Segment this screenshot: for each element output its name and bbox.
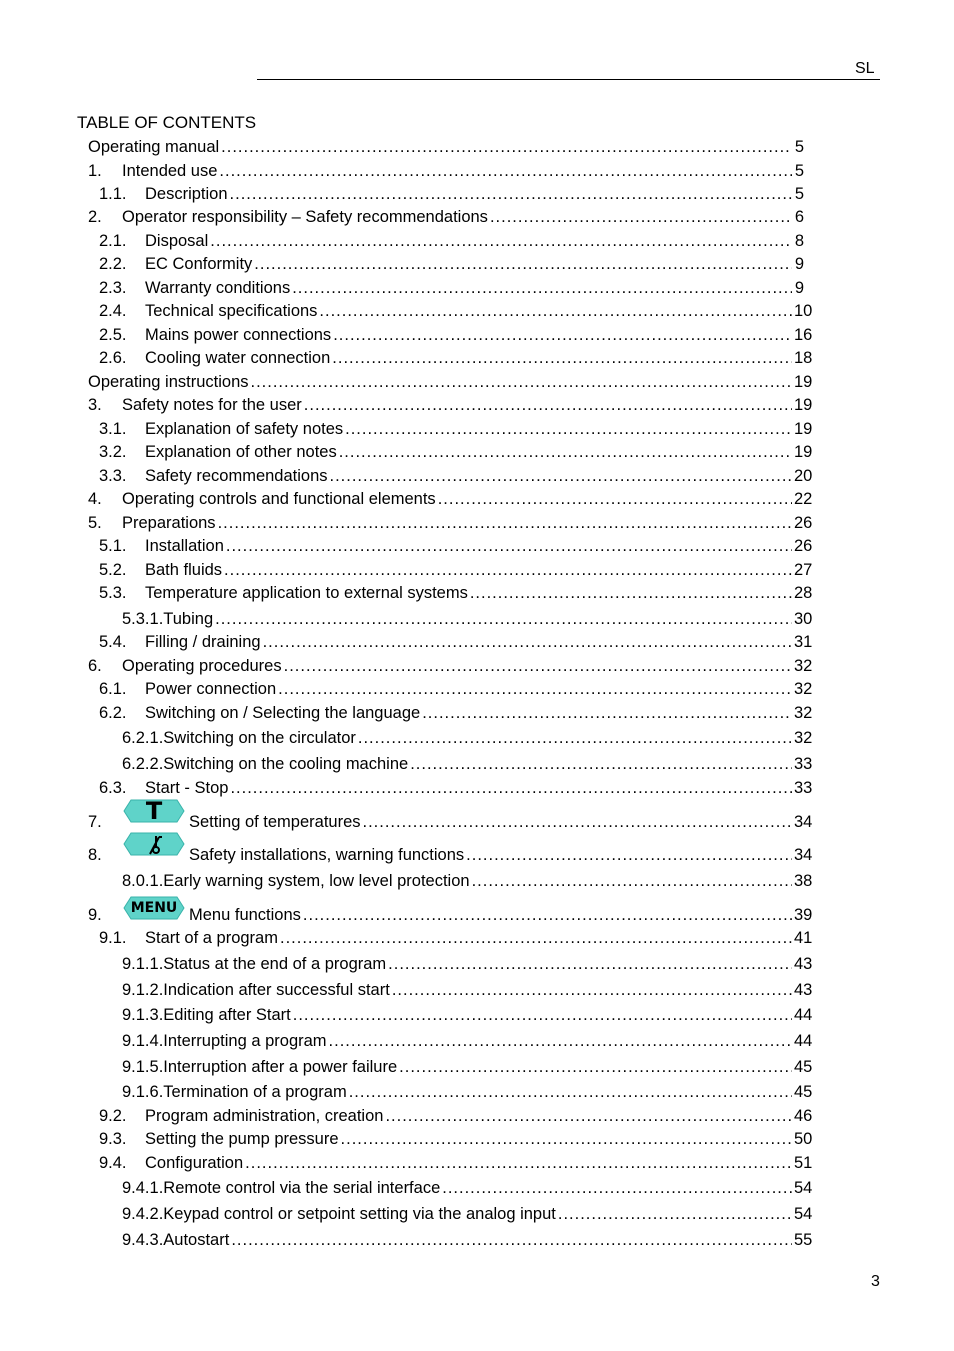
toc-entry-page: 45 xyxy=(794,1058,813,1076)
toc-entry[interactable] xyxy=(0,1177,954,1199)
toc-entry-label: Power connection xyxy=(145,680,277,698)
toc-entry-label: 8.0.1.Early warning system, low level protection xyxy=(122,872,470,890)
toc-entry-label: Installation xyxy=(145,537,224,555)
toc-entry[interactable] xyxy=(0,512,954,534)
toc-entry[interactable] xyxy=(0,488,954,510)
toc-entry-page: 5 xyxy=(794,162,804,180)
toc-entry[interactable] xyxy=(0,324,954,346)
toc-entry-page: 22 xyxy=(794,490,813,508)
toc-entry-page: 39 xyxy=(794,906,813,924)
toc-entry-label: 9.1.1.Status at the end of a program xyxy=(122,955,387,973)
leader-dots xyxy=(438,488,792,510)
toc-entry-label: 9.1.4.Interrupting a program xyxy=(122,1032,327,1050)
toc-entry-label: Explanation of other notes xyxy=(145,443,337,461)
leader-dots xyxy=(224,559,792,581)
toc-entry-label: Filling / draining xyxy=(145,633,261,651)
toc-entry-label: 9.1.5.Interruption after a power failure xyxy=(122,1058,398,1076)
toc-entry-page: 5 xyxy=(794,185,804,203)
toc-entry[interactable] xyxy=(0,753,954,775)
toc-entry[interactable] xyxy=(0,927,954,949)
toc-entry-number: 6.3. xyxy=(99,779,127,797)
toc-entry-number: 2.2. xyxy=(99,255,127,273)
leader-dots xyxy=(341,1128,792,1150)
toc-entry[interactable] xyxy=(0,582,954,604)
leader-dots xyxy=(490,206,792,228)
toc-entry-number: 2.3. xyxy=(99,279,127,297)
toc-entry-label: Operating controls and functional elements xyxy=(122,490,436,508)
toc-entry-number: 2.6. xyxy=(99,349,127,367)
toc-entry[interactable] xyxy=(0,183,954,205)
leader-dots xyxy=(304,394,792,416)
toc-entry-label: Operator responsibility – Safety recommendations xyxy=(122,208,488,226)
toc-entry-label: Intended use xyxy=(122,162,218,180)
leader-dots xyxy=(339,441,792,463)
toc-entry[interactable] xyxy=(0,441,954,463)
toc-entry-page: 6 xyxy=(794,208,804,226)
toc-entry-page: 33 xyxy=(794,779,813,797)
toc-entry[interactable] xyxy=(0,1105,954,1127)
toc-entry-page: 19 xyxy=(794,420,813,438)
leader-dots xyxy=(245,1152,792,1174)
toc-entry-label: Setting the pump pressure xyxy=(145,1130,339,1148)
leader-dots xyxy=(466,844,792,866)
toc-entry-page: 44 xyxy=(794,1006,813,1024)
leader-dots xyxy=(231,1229,792,1251)
toc-entry-page: 26 xyxy=(794,537,813,555)
toc-entry-page: 31 xyxy=(794,633,813,651)
toc-entry[interactable] xyxy=(0,979,954,1001)
toc-entry-number: 5.4. xyxy=(99,633,127,651)
toc-entry[interactable] xyxy=(0,371,954,393)
toc-entry-page: 43 xyxy=(794,981,813,999)
toc-entry[interactable] xyxy=(0,277,954,299)
toc-entry-number: 9.1. xyxy=(99,929,127,947)
toc-entry-label: Technical specifications xyxy=(145,302,318,320)
leader-dots xyxy=(388,953,792,975)
leader-dots xyxy=(363,811,792,833)
toc-entry-page: 34 xyxy=(794,813,813,831)
leader-dots xyxy=(422,702,792,724)
toc-entry-label: 9.4.2.Keypad control or setpoint setting via the analog input xyxy=(122,1205,556,1223)
toc-entry-number: 3.2. xyxy=(99,443,127,461)
toc-entry-label: Operating manual xyxy=(88,138,220,156)
toc-entry-number: 9. xyxy=(88,906,102,924)
toc-entry-label: Program administration, creation xyxy=(145,1107,384,1125)
menu-key-icon xyxy=(123,896,185,920)
toc-entry-label: Menu functions xyxy=(189,906,301,924)
leader-dots xyxy=(442,1177,792,1199)
toc-entry-number: 2.5. xyxy=(99,326,127,344)
toc-entry-page: 50 xyxy=(794,1130,813,1148)
toc-entry[interactable] xyxy=(0,136,954,158)
toc-entry-page: 9 xyxy=(794,255,804,273)
toc-entry-label: Safety notes for the user xyxy=(122,396,302,414)
badge-text: MENU xyxy=(130,900,178,916)
temperature-t-icon xyxy=(123,799,185,823)
leader-dots xyxy=(332,347,792,369)
toc-entry-label: Setting of temperatures xyxy=(189,813,361,831)
toc-entry-label: EC Conformity xyxy=(145,255,253,273)
leader-dots xyxy=(333,324,792,346)
toc-entry-label: 9.4.3.Autostart xyxy=(122,1231,230,1249)
toc-entry-page: 43 xyxy=(794,955,813,973)
toc-entry[interactable] xyxy=(0,559,954,581)
toc-entry-label: Mains power connections xyxy=(145,326,332,344)
toc-entry[interactable] xyxy=(0,1004,954,1026)
badge-text: T xyxy=(145,797,163,825)
toc-entry[interactable] xyxy=(0,727,954,749)
toc-entry-label: 5.3.1.Tubing xyxy=(122,610,214,628)
toc-entry-number: 5.1. xyxy=(99,537,127,555)
toc-entry-page: 51 xyxy=(794,1154,813,1172)
toc-entry[interactable] xyxy=(0,678,954,700)
leader-dots xyxy=(210,230,792,252)
leader-dots xyxy=(219,160,792,182)
toc-entry-page: 38 xyxy=(794,872,813,890)
toc-entry[interactable] xyxy=(0,631,954,653)
toc-entry[interactable] xyxy=(0,655,954,677)
toc-entry-number: 3. xyxy=(88,396,102,414)
toc-entry-label: Safety recommendations xyxy=(145,467,328,485)
toc-entry[interactable] xyxy=(0,418,954,440)
toc-entry-label: 6.2.1.Switching on the circulator xyxy=(122,729,356,747)
toc-entry-number: 6. xyxy=(88,657,102,675)
toc-entry-page: 44 xyxy=(794,1032,813,1050)
toc-entry-number: 3.3. xyxy=(99,467,127,485)
leader-dots xyxy=(349,1081,792,1103)
leader-dots xyxy=(470,582,792,604)
toc-entry-label: Switching on / Selecting the language xyxy=(145,704,421,722)
toc-entry-label: Cooling water connection xyxy=(145,349,331,367)
leader-dots xyxy=(221,136,792,158)
toc-entry-page: 45 xyxy=(794,1083,813,1101)
toc-entry[interactable] xyxy=(0,870,954,892)
toc-entry-label: Temperature application to external systems xyxy=(145,584,468,602)
toc-entry[interactable] xyxy=(0,300,954,322)
toc-entry-number: 5.2. xyxy=(99,561,127,579)
toc-entry-label: Start - Stop xyxy=(145,779,229,797)
toc-entry[interactable] xyxy=(0,608,954,630)
leader-dots xyxy=(329,1030,792,1052)
leader-dots xyxy=(392,979,792,1001)
toc-entry[interactable] xyxy=(0,206,954,228)
leader-dots xyxy=(345,418,792,440)
leader-dots xyxy=(254,253,792,275)
toc-entry[interactable] xyxy=(0,1056,954,1078)
toc-entry-page: 30 xyxy=(794,610,813,628)
leader-dots xyxy=(230,777,792,799)
toc-entry[interactable] xyxy=(0,394,954,416)
toc-entry-label: Start of a program xyxy=(145,929,278,947)
toc-entry[interactable] xyxy=(0,797,954,833)
leader-dots xyxy=(303,904,792,926)
toc-entry[interactable] xyxy=(0,1081,954,1103)
leader-dots xyxy=(263,631,792,653)
toc-entry[interactable] xyxy=(0,253,954,275)
leader-dots xyxy=(218,512,792,534)
leader-dots xyxy=(293,1004,792,1026)
leader-dots xyxy=(558,1203,792,1225)
toc-entry-label: Operating procedures xyxy=(122,657,282,675)
toc-entry[interactable] xyxy=(0,465,954,487)
toc-entry-page: 34 xyxy=(794,846,813,864)
leader-dots xyxy=(215,608,792,630)
toc-entry-number: 5. xyxy=(88,514,102,532)
toc-entry[interactable] xyxy=(0,347,954,369)
toc-entry-label: Warranty conditions xyxy=(145,279,291,297)
leader-dots xyxy=(410,753,792,775)
toc-entry-label: Safety installations, warning functions xyxy=(189,846,465,864)
toc-entry-page: 26 xyxy=(794,514,813,532)
toc-entry[interactable] xyxy=(0,844,954,866)
toc-entry-number: 9.2. xyxy=(99,1107,127,1125)
toc-entry-number: 2.1. xyxy=(99,232,127,250)
toc-entry-page: 16 xyxy=(794,326,813,344)
toc-entry[interactable] xyxy=(0,702,954,724)
toc-entry-number: 2.4. xyxy=(99,302,127,320)
toc-entry[interactable] xyxy=(0,953,954,975)
toc-entry-page: 55 xyxy=(794,1231,813,1249)
toc-entry-number: 3.1. xyxy=(99,420,127,438)
leader-dots xyxy=(230,183,792,205)
leader-dots xyxy=(278,678,792,700)
toc-entry-page: 33 xyxy=(794,755,813,773)
header-rule xyxy=(257,79,880,80)
toc-entry-number: 8. xyxy=(88,846,102,864)
toc-entry-page: 41 xyxy=(794,929,813,947)
toc-entry-page: 5 xyxy=(794,138,804,156)
page-number: 3 xyxy=(871,1273,880,1290)
toc-entry-page: 19 xyxy=(794,396,813,414)
toc-entry-number: 9.3. xyxy=(99,1130,127,1148)
toc-entry[interactable] xyxy=(0,777,954,799)
toc-entry-label: Preparations xyxy=(122,514,216,532)
toc-entry-label: Explanation of safety notes xyxy=(145,420,344,438)
leader-dots xyxy=(292,277,792,299)
toc-entry-page: 27 xyxy=(794,561,813,579)
toc-title: TABLE OF CONTENTS xyxy=(77,113,257,132)
toc-entry-label: 9.1.2.Indication after successful start xyxy=(122,981,390,999)
toc-entry-page: 54 xyxy=(794,1179,813,1197)
leader-dots xyxy=(226,535,792,557)
toc-entry-page: 32 xyxy=(794,657,813,675)
toc-entry-label: Operating instructions xyxy=(88,373,249,391)
toc-entry-number: 6.1. xyxy=(99,680,127,698)
toc-entry[interactable] xyxy=(0,900,954,926)
toc-entry[interactable] xyxy=(0,535,954,557)
leader-dots xyxy=(280,927,792,949)
toc-entry-number: 2. xyxy=(88,208,102,226)
toc-entry[interactable] xyxy=(0,230,954,252)
toc-entry[interactable] xyxy=(0,1203,954,1225)
toc-entry-page: 32 xyxy=(794,704,813,722)
toc-entry-label: Bath fluids xyxy=(145,561,223,579)
toc-entry-label: 9.1.6.Termination of a program xyxy=(122,1083,347,1101)
leader-dots xyxy=(358,727,792,749)
toc-entry-label: 9.1.3.Editing after Start xyxy=(122,1006,291,1024)
toc-entry-page: 32 xyxy=(794,729,813,747)
leader-dots xyxy=(399,1056,792,1078)
toc-entry[interactable] xyxy=(0,1229,954,1251)
toc-entry-label: 9.4.1.Remote control via the serial interface xyxy=(122,1179,441,1197)
toc-entry-number: 1. xyxy=(88,162,102,180)
leader-dots xyxy=(319,300,792,322)
toc-entry-label: Configuration xyxy=(145,1154,244,1172)
toc-entry-page: 18 xyxy=(794,349,813,367)
leader-dots xyxy=(251,371,793,393)
leader-dots xyxy=(284,655,792,677)
toc-entry[interactable] xyxy=(0,1030,954,1052)
toc-entry-page: 19 xyxy=(794,443,813,461)
toc-entry-number: 5.3. xyxy=(99,584,127,602)
toc-entry-page: 54 xyxy=(794,1205,813,1223)
toc-entry-label: Disposal xyxy=(145,232,209,250)
leader-dots xyxy=(385,1105,792,1127)
toc-entry-label: 6.2.2.Switching on the cooling machine xyxy=(122,755,409,773)
leader-dots xyxy=(330,465,792,487)
toc-entry-number: 4. xyxy=(88,490,102,508)
toc-entry-page: 19 xyxy=(794,373,813,391)
safety-thermometer-icon xyxy=(123,832,185,856)
toc-entry-page: 20 xyxy=(794,467,813,485)
header-language-code: SL xyxy=(855,60,875,77)
toc-entry[interactable] xyxy=(0,160,954,182)
toc-entry-number: 9.4. xyxy=(99,1154,127,1172)
toc-entry[interactable] xyxy=(0,1128,954,1150)
toc-entry-number: 6.2. xyxy=(99,704,127,722)
toc-entry-label: Description xyxy=(145,185,228,203)
leader-dots xyxy=(472,870,792,892)
toc-entry-page: 9 xyxy=(794,279,804,297)
toc-entry-page: 8 xyxy=(794,232,804,250)
toc-entry-number: 1.1. xyxy=(99,185,127,203)
toc-entry-page: 28 xyxy=(794,584,813,602)
toc-entry-number: 7. xyxy=(88,813,102,831)
toc-entry-page: 10 xyxy=(794,302,813,320)
toc-entry[interactable] xyxy=(0,1152,954,1174)
toc-entry-page: 32 xyxy=(794,680,813,698)
toc-entry-page: 46 xyxy=(794,1107,813,1125)
